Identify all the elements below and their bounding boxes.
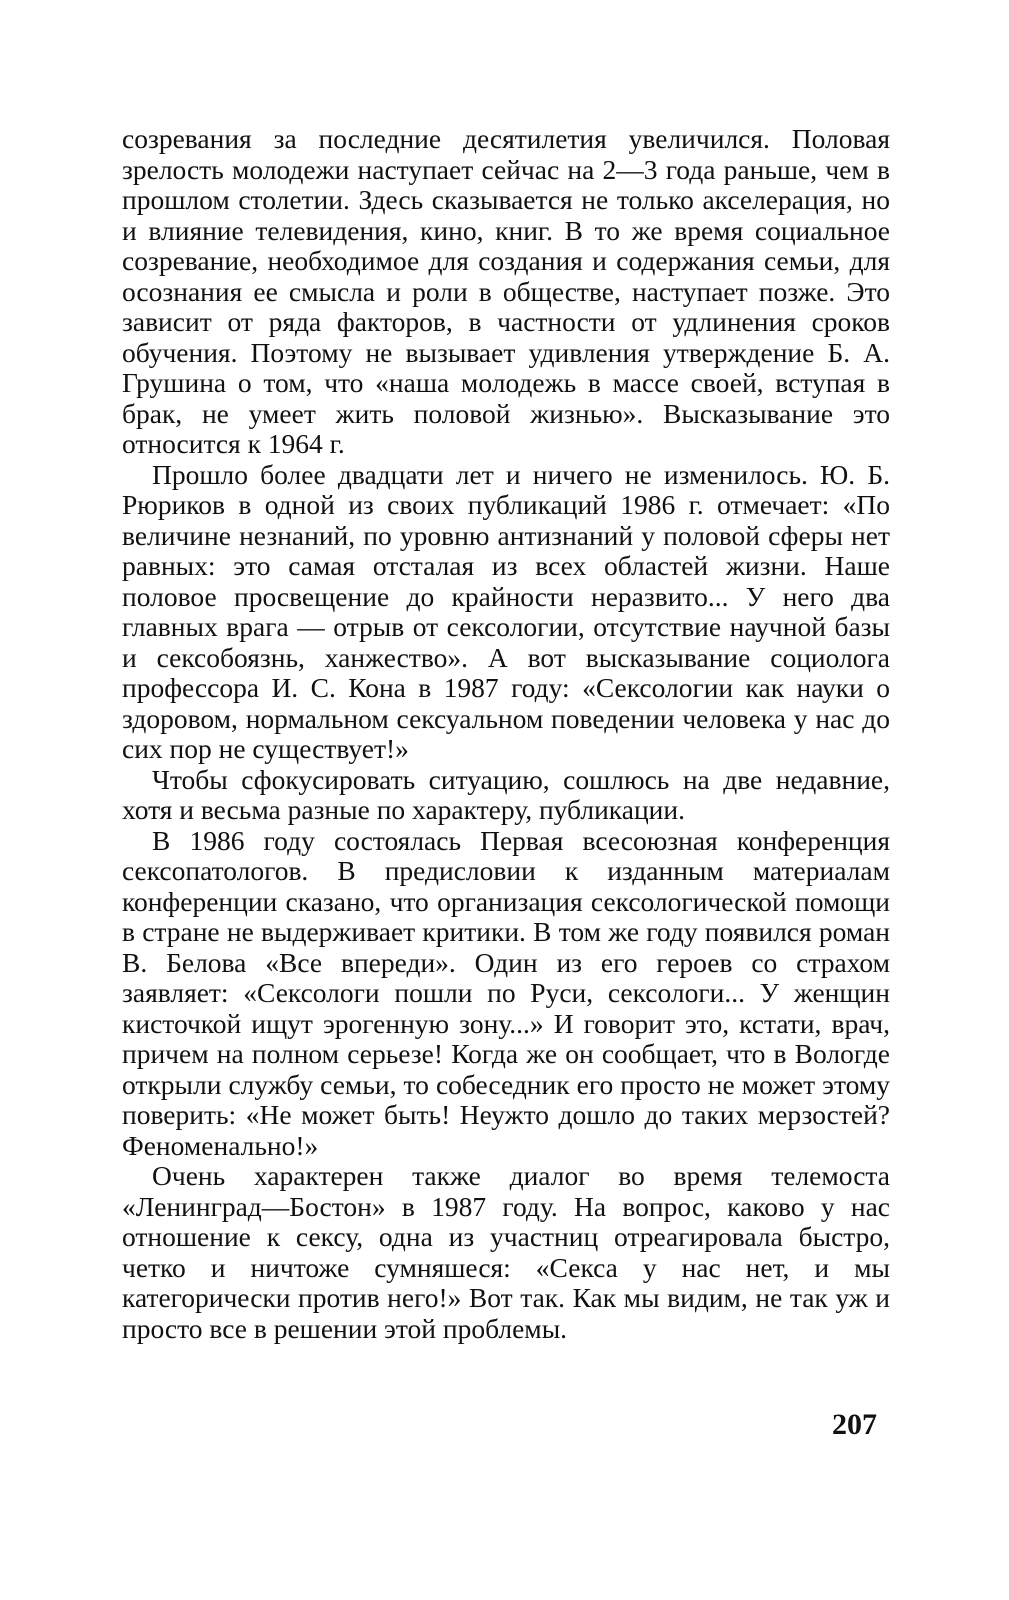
paragraph-3: Чтобы сфокусировать ситуацию, сошлюсь на две недавние, хотя и весьма разные по характеру, публикации. [122, 763, 890, 825]
paragraph-5: Очень характерен также диалог во время телемоста «Ленинград—Бостон» в 1987 году. На вопрос, каково у нас отношение к сексу, одна из участниц отреагировала быстро, четко и ничтоже сумняшеся: «Секса у нас нет, и мы категорически против него!» Вот так. Как мы видим, не так уж и просто все в решении этой проблемы. [122, 1160, 890, 1344]
body-text [122, 124, 890, 1344]
page-number: 207 [832, 1408, 877, 1441]
paragraph-2: Прошло более двадцати лет и ничего не изменилось. Ю. Б. Рюриков в одной из своих публикаций 1986 г. отмечает: «По величине незнаний, по уровню антизнаний у половой сферы нет равных: это самая отсталая из всех областей жизни. Наше половое просвещение до крайности неразвито... У него два главных врага — отрыв от сексологии, отсутствие научной базы и сексобоязнь, ханжество». А вот высказывание социолога профессора И. С. Кона в 1987 году: «Сексологии как науки о здоровом, нормальном сексуальном поведении человека у нас до сих пор не существует!» [122, 458, 890, 764]
paragraph-1: созревания за последние десятилетия увеличился. Половая зрелость молодежи наступает сейчас на 2—3 года раньше, чем в прошлом столетии. Здесь сказывается не только акселерация, но и влияние телевидения, кино, книг. В то же время социальное созревание, необходимое для создания и содержания семьи, для осознания ее смысла и роли в обществе, наступает позже. Это зависит от ряда факторов, в частности от удлинения сроков обучения. Поэтому не вызывает удивления утверждение Б. А. Грушина о том, что «наша молодежь в массе своей, вступая в брак, не умеет жить половой жизнью». Высказывание это относится к 1964 г. [122, 123, 890, 459]
paragraph-4: В 1986 году состоялась Первая всесоюзная конференция сексопатологов. В предисловии к изданным материалам конференции сказано, что организация сексологической помощи в стране не выдерживает критики. В том же году появился роман В. Белова «Все впереди». Один из его героев со страхом заявляет: «Сексологи пошли по Руси, сексологи... У женщин кисточкой ищут эрогенную зону...» И говорит это, кстати, врач, причем на полном серьезе! Когда же он сообщает, что в Вологде открыли службу семьи, то собеседник его просто не может этому поверить: «Не может быть! Неужто дошло до таких мерзостей? Феноменально!» [122, 824, 890, 1161]
